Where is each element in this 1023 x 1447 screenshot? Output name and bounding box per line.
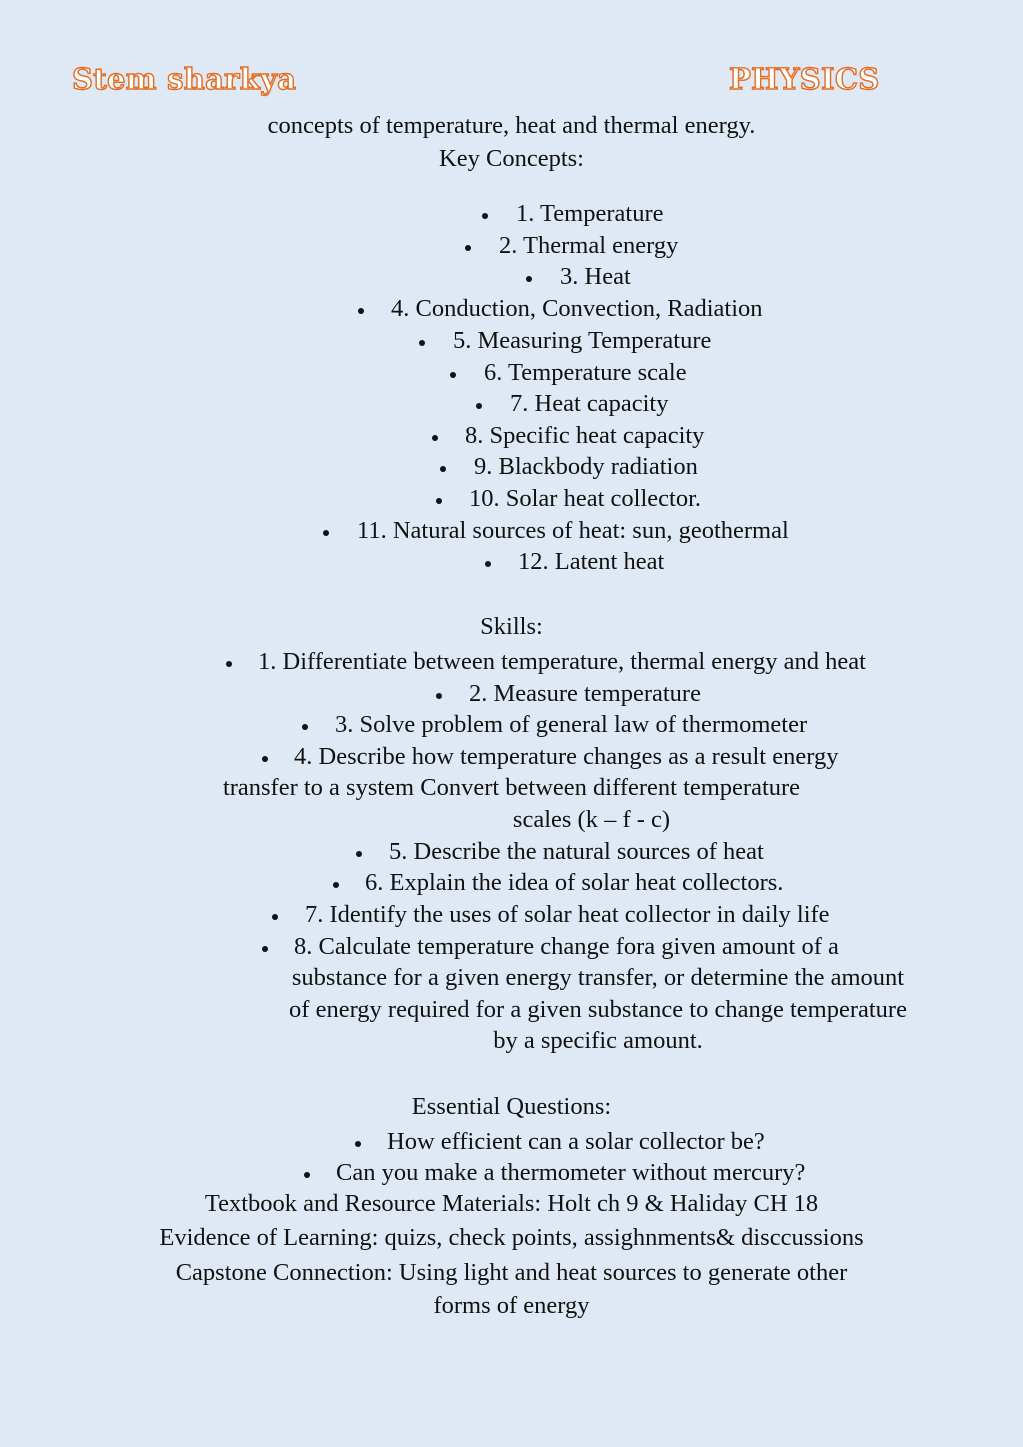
skill-item-continuation: by a specific amount. [493,1027,703,1054]
key-concept-item: 9. Blackbody radiation [474,453,698,480]
skill-item: 6. Explain the idea of solar heat collectors. [365,869,784,896]
bullet-icon [450,372,456,378]
bullet-icon [272,914,278,920]
skill-item-continuation: of energy required for a given substance to change temperature [289,996,907,1023]
skill-item: 5. Describe the natural sources of heat [389,838,764,865]
bullet-icon [436,498,442,504]
bullet-icon [482,213,488,219]
bullet-icon [262,756,268,762]
header-left-title: Stem sharkya [72,62,297,96]
bullet-icon [302,724,308,730]
textbook-line: Textbook and Resource Materials: Holt ch 9 & Haliday CH 18 [204,1190,819,1217]
skill-item: 3. Solve problem of general law of thermometer [335,711,808,738]
header-right-title: PHYSICS [729,62,880,96]
bullet-icon [526,276,532,282]
key-concepts-heading: Key Concepts: [439,145,584,172]
key-concept-item: 2. Thermal energy [499,232,679,259]
bullet-icon [432,435,438,441]
key-concept-item: 7. Heat capacity [510,390,669,417]
skill-item: 4. Describe how temperature changes as a result energy [294,743,839,770]
skill-item-continuation: scales (k – f - c) [512,806,671,833]
essential-question-item: Can you make a thermometer without mercury? [336,1159,806,1186]
skills-heading: Skills: [480,613,543,640]
skill-item: 1. Differentiate between temperature, thermal energy and heat [258,648,866,675]
key-concept-item: 10. Solar heat collector. [469,485,701,512]
key-concept-item: 12. Latent heat [518,548,665,575]
key-concept-item: 8. Specific heat capacity [465,422,705,449]
bullet-icon [355,1141,361,1147]
bullet-icon [419,340,425,346]
key-concept-item: 5. Measuring Temperature [453,327,712,354]
intro-line: concepts of temperature, heat and thermal energy. [267,112,756,139]
capstone-line-continuation: forms of energy [433,1292,590,1319]
skill-item: 7. Identify the uses of solar heat collector in daily life [305,901,830,928]
skill-item: 8. Calculate temperature change fora given amount of a [294,933,839,960]
bullet-icon [262,946,268,952]
evidence-line: Evidence of Learning: quizs, check points, assighnments& disccussions [159,1224,864,1251]
skill-item-continuation: transfer to a system Convert between different temperature [222,774,801,801]
key-concept-item: 6. Temperature scale [484,359,687,386]
capstone-line: Capstone Connection: Using light and heat sources to generate other [175,1259,848,1286]
bullet-icon [356,851,362,857]
skill-item-continuation: substance for a given energy transfer, or determine the amount [291,964,905,991]
bullet-icon [358,308,364,314]
key-concept-item: 1. Temperature [516,200,664,227]
essential-question-item: How efficient can a solar collector be? [387,1128,765,1155]
bullet-icon [485,561,491,567]
skill-item: 2. Measure temperature [469,680,701,707]
bullet-icon [476,403,482,409]
bullet-icon [226,661,232,667]
key-concept-item: 11. Natural sources of heat: sun, geothermal [357,517,789,544]
bullet-icon [436,693,442,699]
bullet-icon [465,245,471,251]
bullet-icon [323,530,329,536]
essential-questions-heading: Essential Questions: [411,1093,612,1120]
key-concept-item: 4. Conduction, Convection, Radiation [391,295,763,322]
bullet-icon [333,882,339,888]
bullet-icon [304,1172,310,1178]
key-concept-item: 3. Heat [560,263,631,290]
bullet-icon [440,466,446,472]
